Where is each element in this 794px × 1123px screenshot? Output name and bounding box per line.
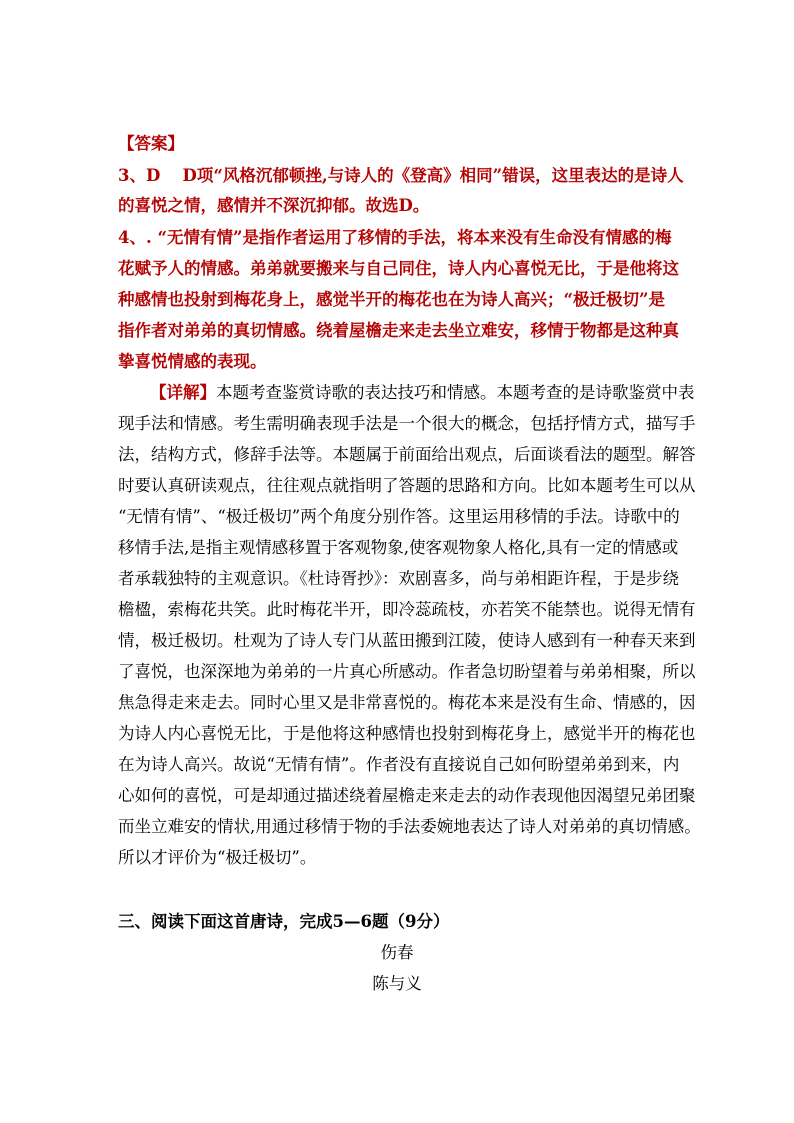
answer-heading: 【答案】 [118,134,184,153]
detail-line: 檐楹，索梅花共笑。此时梅花半开，即冷蕊疏枝，亦若笑不能禁也。说得无情有 [118,600,696,619]
detail-line: 而坐立难安的情状,用通过移情于物的手法委婉地表达了诗人对弟弟的真切情感。 [118,817,701,836]
detail-line: 情，极迁极切。杜观为了诗人专门从蓝田搬到江陵，使诗人感到有一种春天来到 [118,631,696,650]
detail-line: 所以才评价为“极迁极切”。 [118,848,317,867]
q4-answer-line-2: 花赋予人的情感。弟弟就要搬来与自己同住，诗人内心喜悦无比，于是他将这 [118,259,679,278]
detail-label: 【详解】 [150,383,216,402]
q4-answer-line-1: 4、. “无情有情”是指作者运用了移情的手法，将本来没有生命没有情感的梅 [118,228,672,247]
detail-first-line-text: 本题考查鉴赏诗歌的表达技巧和情感。本题考查的是诗歌鉴赏中表 [216,383,695,402]
q4-answer-line-3: 种感情也投射到梅花身上，感觉半开的梅花也在为诗人高兴；“极迁极切”是 [118,290,665,309]
detail-line: 心如何的喜悦，可是却通过描述绕着屋檐走来走去的动作表现他因渴望兄弟团聚 [118,786,696,805]
q4-answer-line-5: 挚喜悦情感的表现。 [118,352,267,371]
detail-line: 现手法和情感。考生需明确表现手法是一个很大的概念，包括抒情方式，描写手 [118,414,696,433]
detail-line: 移情手法,是指主观情感移置于客观物象,使客观物象人格化,具有一定的情感或 [118,538,679,557]
detail-line: 为诗人内心喜悦无比，于是他将这种感情也投射到梅花身上，感觉半开的梅花也 [118,724,696,743]
detail-line: 了喜悦，也深深地为弟弟的一片真心所感动。作者急切盼望着与弟弟相聚，所以 [118,662,696,681]
detail-line: 法，结构方式，修辞手法等。本题属于前面给出观点，后面谈看法的题型。解答 [118,445,696,464]
poem-title: 伤春 [380,943,414,962]
section-heading: 三、阅读下面这首唐诗，完成5—6题（9分） [118,912,450,931]
detail-line: 者承载独特的主观意识。《杜诗胥抄》：欢剧喜多，尚与弟相距许程，于是步绕 [118,569,679,588]
poem-author: 陈与义 [372,974,422,993]
detail-line: “无情有情”、“极迁极切”两个角度分别作答。这里运用移情的手法。诗歌中的 [118,507,680,526]
q3-answer-line-1: 3、D D项“风格沉郁顿挫,与诗人的《登高》相同”错误，这里表达的是诗人 [118,166,684,185]
q4-answer-line-4: 指作者对弟弟的真切情感。绕着屋檐走来走去坐立难安，移情于物都是这种真 [118,321,679,340]
detail-line: 焦急得走来走去。同时心里又是非常喜悦的。梅花本来是没有生命、情感的，因 [118,693,696,712]
detail-line: 在为诗人高兴。故说“无情有情”。作者没有直接说自己如何盼望弟弟到来，内 [118,755,680,774]
q3-answer-line-2: 的喜悦之情，感情并不深沉抑郁。故选D。 [118,196,430,215]
detail-first-line [150,383,695,403]
detail-line: 时要认真研读观点，往往观点就指明了答题的思路和方向。比如本题考生可以从 [118,476,696,495]
